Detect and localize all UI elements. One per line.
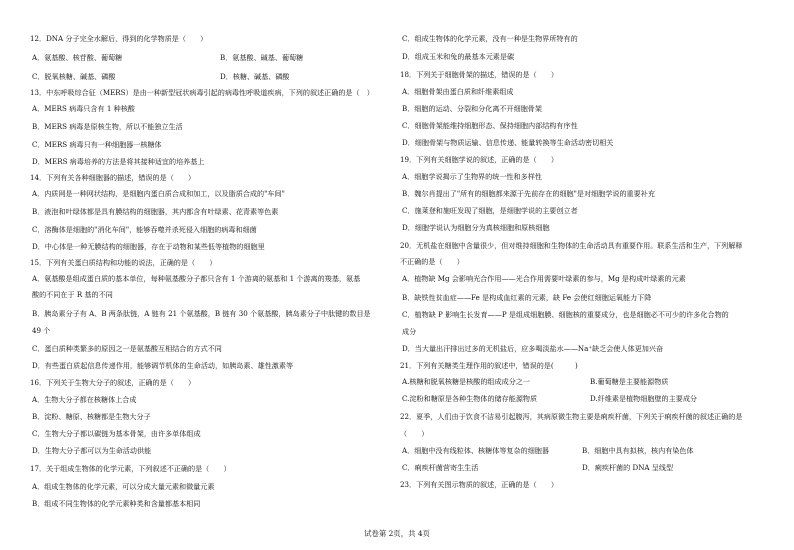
question-16-stem: 16．下列关于生物大分子的叙述，正确的是（ ）	[30, 378, 196, 387]
option-c-continued: 成分	[402, 327, 417, 336]
option-b[interactable]: B．液泡和叶绿体都是具有膜结构的细胞器，其内都含有叶绿素、花青素等色素	[32, 207, 279, 216]
option-a-continued: 酸的不同在于 R 基的不同	[32, 290, 113, 299]
option-c[interactable]: C．蛋白质种类繁多的原因之一是氨基酸互相结合的方式不同	[32, 344, 222, 353]
question-20-stem: 20．无机盐在细胞中含量很少，但对维持细胞和生物体的生命活动具有重要作用。联系生活和生产，下列解释	[400, 241, 743, 250]
option-b[interactable]: B．胰岛素分子有 A、B 两条肽链，A 链有 21 个氨基酸，B 链有 30 个氨基酸，胰岛素分子中肽键的数目是	[32, 309, 371, 318]
option-d[interactable]: D．组成玉米和兔的最基本元素是碳	[402, 52, 515, 61]
option-c[interactable]: C．细胞骨架能维持细胞形态、保持细胞内部结构有序性	[402, 121, 578, 130]
question-19-stem: 19．下列有关细胞学说的叙述，正确的是（ ）	[400, 155, 558, 164]
option-c[interactable]: C．施莱登和施旺发现了细胞，是细胞学说的主要创立者	[402, 206, 578, 215]
option-d[interactable]: D．生物大分子都可以为生命活动供能	[32, 446, 152, 455]
option-c[interactable]: C．组成生物体的化学元素，没有一种是生物界所特有的	[402, 34, 578, 43]
option-b-continued: 49 个	[32, 326, 51, 335]
question-17-stem: 17．关于组成生物体的化学元素，下列叙述不正确的是（ ）	[30, 464, 231, 473]
question-23-stem: 23．下列有关图示物质的叙述，正确的是（ ）	[400, 480, 558, 489]
question-18-stem: 18．下列关于细胞骨架的描述，错误的是（ ）	[400, 70, 558, 79]
option-d[interactable]: D．痢疾杆菌的 DNA 呈线型	[582, 463, 674, 472]
question-21-stem: 21．下列有关糖类生理作用的叙述中，错误的是( )	[400, 361, 578, 370]
option-c[interactable]: C．植物缺 P 影响生长发育——P 是组成细胞膜、细胞核的重要成分，也是细胞必不可少的许多化合物的	[402, 310, 729, 319]
option-d[interactable]: D．有些蛋白质起信息传递作用，能够调节机体的生命活动，如胰岛素、雄性激素等	[32, 361, 294, 370]
question-22-stem: 22．夏季，人们由于饮食不洁易引起腹泻，其病原微生物主要是痢疾杆菌，下列关于痢疾杆菌的叙述正确的是	[400, 412, 743, 421]
page-footer: 试卷第 2页，共 4页	[364, 529, 430, 538]
option-c[interactable]: C．溶酶体是细胞的"消化车间"，能够吞噬并杀死侵入细胞的病毒和细菌	[32, 225, 257, 234]
option-b[interactable]: B．MERS 病毒是原核生物，所以不能独立生活	[32, 122, 183, 131]
option-b[interactable]: B．细胞中具有拟核，核内有染色体	[582, 446, 694, 455]
option-a[interactable]: A．植物缺 Mg 会影响光合作用——光合作用需要叶绿素的参与，Mg 是构成叶绿素的元素	[402, 274, 686, 283]
question-20-stem-continued: 不正确的是（ ）	[400, 257, 464, 266]
option-a[interactable]: A．组成生物体的化学元素，可以分成大量元素和微量元素	[32, 482, 215, 491]
question-13-stem: 13．中东呼吸综合征（MERS）是由一种新型冠状病毒引起的病毒性呼吸道疾病，下列的叙述正确的是（ ）	[30, 88, 374, 97]
option-c[interactable]: C．痢疾杆菌营寄生生活	[402, 463, 479, 472]
option-a[interactable]: A．MERS 病毒只含有 1 种核酸	[32, 104, 135, 113]
option-c[interactable]: C.淀粉和糖原是各种生物体的储存能源物质	[402, 394, 538, 403]
option-d[interactable]: D．细胞学说认为细胞分为真核细胞和原核细胞	[402, 223, 550, 232]
option-d[interactable]: D．当大量出汗排出过多的无机盐后，应多喝淡盐水——Na⁺缺乏会使人体更加兴奋	[402, 344, 664, 353]
question-22-stem-continued: （ ）	[400, 429, 429, 438]
question-14-stem: 14．下列有关各种细胞器的描述，错误的是（ ）	[30, 173, 196, 182]
option-a[interactable]: A.核糖和脱氧核糖是核酸的组成成分之一	[402, 377, 530, 386]
option-a[interactable]: A．细胞骨架由蛋白质和纤维素组成	[402, 87, 514, 96]
option-b[interactable]: B．细胞的运动、分裂和分化离不开细胞骨架	[402, 104, 542, 113]
option-a[interactable]: A．氨基酸是组成蛋白质的基本单位，每种氨基酸分子都只含有 1 个游离的氨基和 1 个游离的羧基，氨基	[32, 274, 361, 283]
question-12-stem: 12．DNA 分子完全水解后，得到的化学物质是（ ）	[30, 34, 208, 43]
option-a[interactable]: A．生物大分子都在核糖体上合成	[32, 395, 137, 404]
option-b[interactable]: B．魏尔肖提出了"所有的细胞都来源于先前存在的细胞"是对细胞学说的重要补充	[402, 189, 655, 198]
option-d[interactable]: D．MERS 病毒培养的方法是将其接种适宜的培养基上	[32, 157, 205, 166]
option-a[interactable]: A．细胞中没有线粒体、核糖体等复杂的细胞器	[402, 446, 549, 455]
option-a[interactable]: A．细胞学说揭示了生物界的统一性和多样性	[402, 172, 542, 181]
option-b[interactable]: B．氨基酸、碱基、葡萄糖	[220, 53, 304, 62]
option-b[interactable]: B．缺铁性贫血症——Fe 是构成血红素的元素，缺 Fe 会使红细胞运氧能力下降	[402, 293, 652, 302]
option-c[interactable]: C．MERS 病毒只有一种细胞器一核糖体	[32, 140, 162, 149]
option-d[interactable]: D．核糖、碱基、磷酸	[220, 72, 290, 81]
option-b[interactable]: B．淀粉、糖原、核糖都是生物大分子	[32, 412, 151, 421]
option-c[interactable]: C．生物大分子都以碳链为基本骨架，由许多单体组成	[32, 429, 201, 438]
question-15-stem: 15．下列有关蛋白质结构和功能的说法，正确的是（ ）	[30, 258, 217, 267]
option-d[interactable]: D.纤维素是植物细胞壁的主要成分	[590, 394, 698, 403]
option-c[interactable]: C．脱氧核糖、碱基、磷酸	[32, 72, 116, 81]
option-d[interactable]: D．中心体是一种无膜结构的细胞器，存在于动物和某些低等植物的细胞里	[32, 242, 265, 251]
option-a[interactable]: A．内质网是一种网状结构，是细胞内蛋白质合成和加工，以及脂质合成的"车间"	[32, 189, 285, 198]
option-d[interactable]: D．细胞骨架与物质运输、信息传递、能量转换等生命活动密切相关	[402, 138, 614, 147]
option-b[interactable]: B.葡萄糖是主要能源物质	[590, 377, 669, 386]
option-a[interactable]: A．氨基酸、核苷酸、葡萄糖	[32, 53, 123, 62]
option-b[interactable]: B．组成不同生物体的化学元素种类和含量都基本相同	[32, 499, 201, 508]
